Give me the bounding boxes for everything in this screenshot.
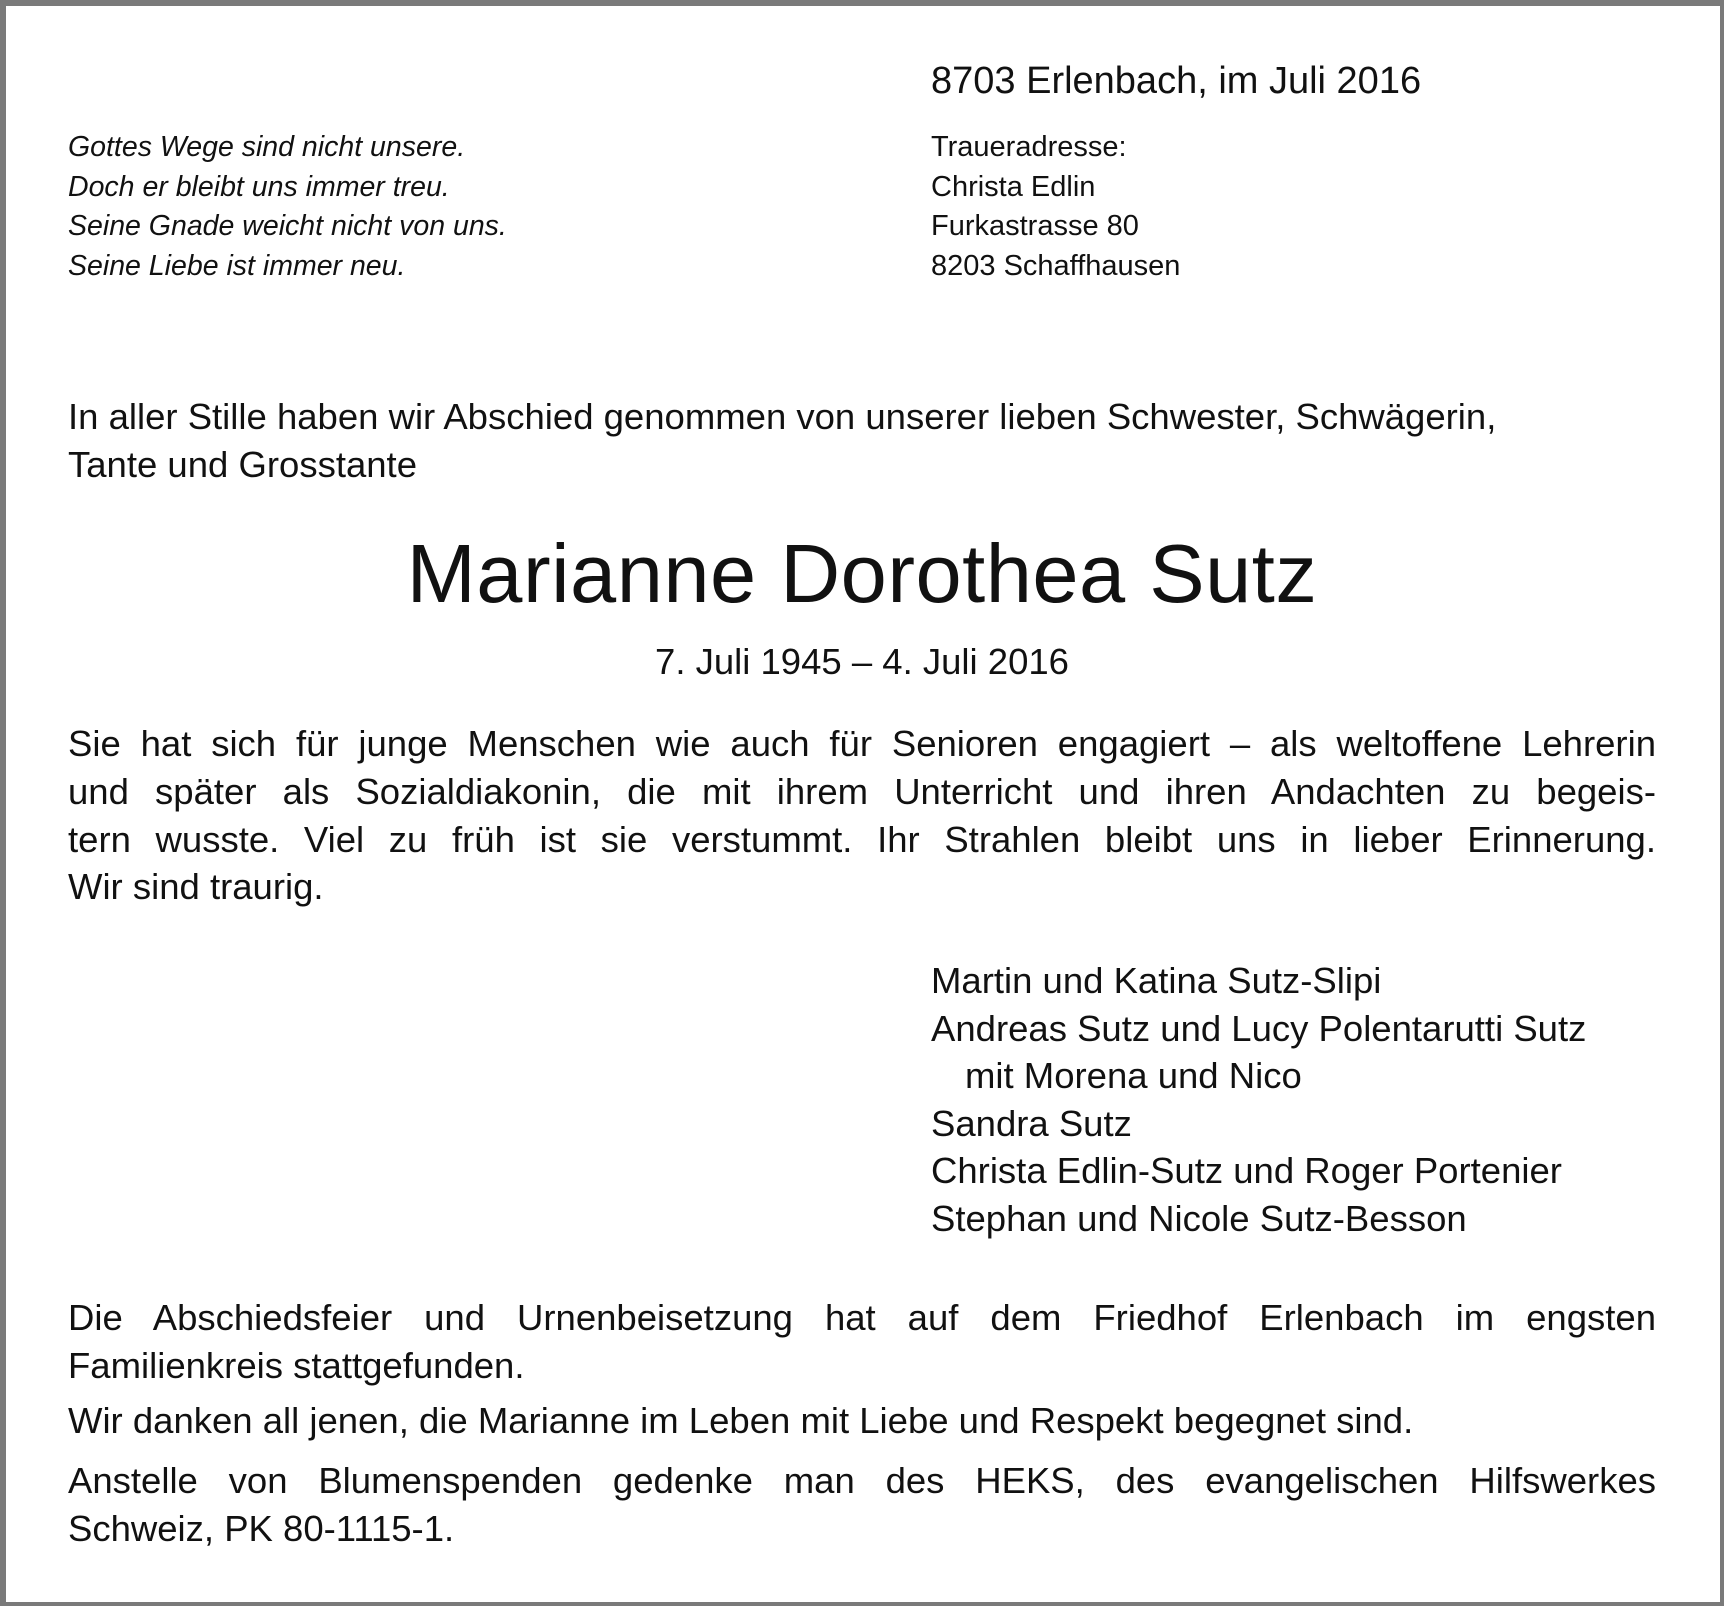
family-member: Christa Edlin-Sutz und Roger Portenier	[931, 1150, 1562, 1191]
thanks-paragraph	[68, 1397, 1656, 1445]
family-member: Sandra Sutz	[931, 1102, 1132, 1144]
life-dates: 7. Juli 1945 – 4. Juli 2016	[655, 641, 1069, 682]
place-date: 8703 Erlenbach, im Juli 2016	[931, 60, 1422, 102]
verse-line: Seine Gnade weicht nicht von uns.	[68, 210, 507, 242]
donation-line: Anstelle von Blumenspenden gedenke man des HEKS, des evangelischen Hilfswerkes	[68, 1460, 1656, 1501]
tribute-line: tern wusste. Viel zu früh ist sie verstummt. Ihr Strahlen bleibt uns in lieber Erinnerung.	[68, 818, 1656, 860]
family-member: mit Morena und Nico	[965, 1055, 1302, 1096]
tribute-line: Sie hat sich für junge Menschen wie auch für Senioren engagiert – als weltoffene Lehrerin	[68, 723, 1656, 764]
thanks-line: Wir danken all jenen, die Marianne im Leben mit Liebe und Respekt begegnet sind.	[68, 1400, 1414, 1441]
tribute-line: Wir sind traurig.	[68, 866, 324, 908]
address-line: Christa Edlin	[931, 170, 1096, 203]
tribute-line: und später als Sozialdiakonin, die mit ihrem Unterricht und ihren Andachten zu begeis-	[68, 770, 1656, 812]
donation-paragraph	[68, 1457, 1656, 1553]
deceased-name: Marianne Dorothea Sutz	[406, 527, 1318, 620]
family-list	[931, 957, 1586, 1242]
address-line: 8203 Schaffhausen	[931, 249, 1181, 282]
family-member: Martin und Katina Sutz-Slipi	[931, 960, 1382, 1001]
ceremony-line: Die Abschiedsfeier und Urnenbeisetzung hat auf dem Friedhof Erlenbach im engsten	[68, 1297, 1656, 1338]
ceremony-line: Familienkreis stattgefunden.	[68, 1344, 525, 1386]
verse	[68, 128, 507, 286]
donation-line: Schweiz, PK 80-1115-1.	[68, 1507, 455, 1549]
verse-line: Seine Liebe ist immer neu.	[68, 249, 406, 282]
family-member: Andreas Sutz und Lucy Polentarutti Sutz	[931, 1007, 1587, 1049]
mourning-address	[931, 128, 1180, 286]
verse-line: Doch er bleibt uns immer treu.	[68, 170, 450, 203]
intro-line: Tante und Grosstante	[68, 444, 417, 485]
address-line: Furkastrasse 80	[931, 210, 1139, 242]
verse-line: Gottes Wege sind nicht unsere.	[68, 131, 466, 163]
intro-line: In aller Stille haben wir Abschied genommen von unserer lieben Schwester, Schwägerin,	[68, 396, 1497, 437]
family-member: Stephan und Nicole Sutz-Besson	[931, 1197, 1467, 1239]
ceremony-paragraph	[68, 1294, 1656, 1390]
intro-text	[68, 393, 1658, 489]
tribute-paragraph	[68, 720, 1656, 911]
address-line: Traueradresse:	[931, 131, 1127, 163]
